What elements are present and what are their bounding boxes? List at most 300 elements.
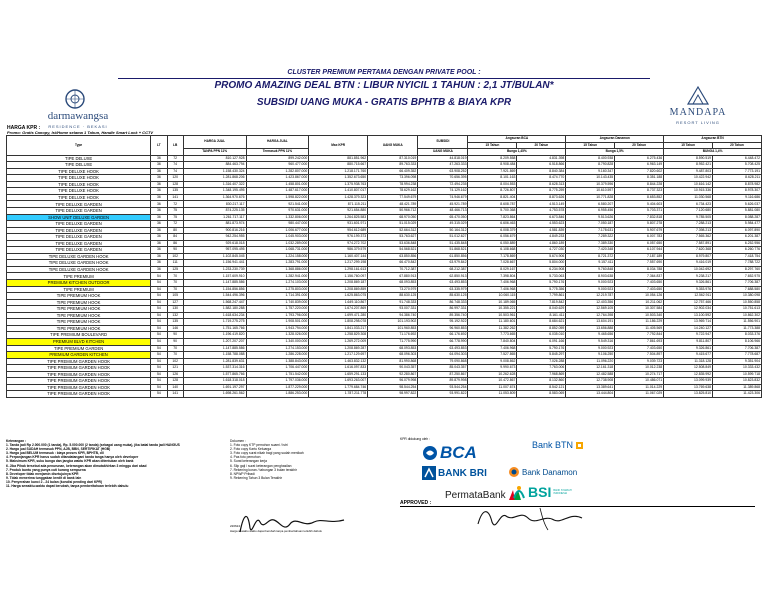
cell-harga-jual: 1.147.885.586: [183, 280, 246, 287]
cell-uang-muka: 96.079.998: [368, 378, 418, 385]
cell-subsidi: 61.850.856: [418, 253, 468, 260]
cell-btn-15: 8.952.421: [664, 162, 713, 169]
cell-danamon-20: 7.403.650: [615, 280, 664, 287]
cell-subsidi: 50.164.312: [418, 227, 468, 234]
cell-harga-jual-ppn: 1.598.822.000: [246, 194, 309, 201]
cell-btn-20: 7.773.191: [713, 168, 762, 175]
cell-lt: 54: [151, 306, 167, 313]
cell-bca-15: 8.029.167: [468, 266, 517, 273]
cell-bca-20: 8.040.629: [517, 306, 566, 313]
cell-uang-muka: 67.880.913: [368, 273, 418, 280]
cell-danamon-15: 8.790.828: [566, 162, 615, 169]
cell-danamon-20: 11.014.229: [615, 384, 664, 391]
cell-btn-20: 10.333.432: [713, 365, 762, 372]
col-danamon-rate: Bunga 1,5%: [566, 149, 664, 156]
cell-type: TIPE DELUXE GARDEN: [7, 234, 151, 241]
harga-kpr-label: HARGA KPR :: [7, 125, 41, 131]
cell-subsidi: 95.192.922: [418, 319, 468, 326]
note-line: 7. Produk buntu yang punya cuti kurang sempurna: [6, 467, 86, 472]
cell-lt: 54: [151, 299, 167, 306]
cell-subsidi: 49.315.029: [418, 221, 468, 228]
cell-type: TIPE DELUXE GARDEN: [7, 201, 151, 208]
signature-right: [470, 504, 590, 534]
cell-danamon-20: 11.067.029: [615, 391, 664, 398]
cell-subsidi: 51.868.521: [418, 247, 468, 254]
cell-danamon-20: 5.907.679: [615, 227, 664, 234]
title-pool: CLUSTER PREMIUM PERTAMA DENGAN PRIVATE POOL :: [287, 69, 481, 76]
cell-btn-15: 13.769.638: [664, 384, 713, 391]
cell-btn-20: 11.423.306: [713, 391, 762, 398]
cell-harga-jual-ppn: 1.751.542.000: [246, 371, 309, 378]
cell-uang-muka: 52.664.312: [368, 227, 418, 234]
cell-type: TIPE DELUXE GARDEN HOOK: [7, 260, 151, 267]
danamon-name: Bank Danamon: [522, 467, 578, 477]
cell-lt: 54: [151, 325, 167, 332]
note-line: 11. Harga sewaktu-waktu dapat berubah, tanpa pemberitahuan terlebih dahulu: [6, 484, 129, 489]
note-line: 2. Harga jual SUDAH termasuk PPN, AJB, BBN, SERTIFIKAT (HGB): [6, 447, 111, 452]
cell-lt: 54: [151, 273, 167, 280]
cell-lb: 70: [167, 280, 183, 287]
cell-danamon-20: 7.504.897: [615, 352, 664, 359]
bri-icon: [422, 466, 436, 480]
approved-label: APPROVED :: [400, 500, 432, 506]
cell-btn-15: 13.099.939: [664, 378, 713, 385]
cell-lt: 36: [151, 266, 167, 273]
cell-bca-20: 8.474.770: [517, 175, 566, 182]
cell-bca-15: 10.503.961: [468, 312, 517, 319]
cell-danamon-15: 7.178.631: [566, 227, 615, 234]
cell-btn-20: 7.652.975: [713, 273, 762, 280]
cell-subsidi: 63.979.842: [418, 260, 468, 267]
cell-lt: 54: [151, 358, 167, 365]
document-note-line: 1. Foto copy KTP pemohon suami / istri: [230, 443, 288, 448]
cell-uang-muka: 68.096.303: [368, 352, 418, 359]
cell-btn-20: 9.116.686: [713, 194, 762, 201]
cell-harga-jual: 1.158.430.324: [183, 168, 246, 175]
cell-subsidi: 48.466.713: [418, 208, 468, 215]
cell-bca-20: 6.035.010: [517, 332, 566, 339]
cell-max-kpr: 1.264.825.583: [309, 214, 368, 221]
cell-danamon-15: 13.604.191: [566, 319, 615, 326]
cell-subsidi: 68.212.387: [418, 266, 468, 273]
cell-bca-20: 8.873.626: [517, 194, 566, 201]
cell-lt: 54: [151, 365, 167, 372]
cell-btn-15: 10.042.692: [664, 266, 713, 273]
cell-harga-jual: 1.281.839.631: [183, 358, 246, 365]
cell-type: TIPE DELUXE GARDEN: [7, 240, 151, 247]
cell-bca-15: 8.908.484: [468, 162, 517, 169]
cell-max-kpr: 1.808.298.078: [309, 319, 368, 326]
cell-harga-jual: 1.364.970.676: [183, 194, 246, 201]
cell-uang-muka: 92.280.867: [368, 371, 418, 378]
cell-lb: 70: [167, 286, 183, 293]
cell-btn-15: 12.757.466: [664, 299, 713, 306]
cell-btn-20: 7.706.387: [713, 280, 762, 287]
cell-danamon-20: 8.737.323: [615, 188, 664, 195]
cell-lb: 146: [167, 325, 183, 332]
cell-subsidi: 86.997.331: [418, 306, 468, 313]
cell-harga-jual: 874.225.135: [183, 208, 246, 215]
cell-btn-20: 5.881.080: [713, 208, 762, 215]
cell-danamon-20: 8.653.852: [615, 194, 664, 201]
cell-type: TIPE PREMIUM GARDEN HOOK: [7, 371, 151, 378]
cell-type: TIPE PREMIUM: [7, 273, 151, 280]
cell-lb: 90: [167, 247, 183, 254]
cell-lt: 54: [151, 391, 167, 398]
cell-subsidi: 87.250.867: [418, 371, 468, 378]
cell-bca-20: 8.132.860: [517, 378, 566, 385]
cell-danamon-15: 8.903.638: [566, 273, 615, 280]
cell-btn-15: 9.785.505: [664, 214, 713, 221]
cell-max-kpr: 1.787.211.778: [309, 391, 368, 398]
bca-logo: [422, 443, 477, 463]
cell-danamon-15: 12.403.356: [566, 299, 615, 306]
cell-type: TIPE PREMIUM HOOK: [7, 299, 151, 306]
cell-lt: 54: [151, 378, 167, 385]
cell-uang-muka: 98.544.254: [368, 384, 418, 391]
title-promo: PROMO AMAZING DEAL BTN : LIBUR NYICIL 1 TAHUN : 2,1 JT/BULAN*: [214, 80, 554, 91]
document-note-line: 9. Rekening Tahun 3 Bulan Terakhir: [230, 475, 283, 480]
cell-lt: 36: [151, 194, 167, 201]
cell-btn-20: 10.550.858: [713, 299, 762, 306]
cell-subsidi: 51.435.848: [418, 240, 468, 247]
cell-harga-jual-ppn: 980.447.000: [246, 221, 309, 228]
darmawangsa-sub: RESIDENCE · BEKASI: [48, 124, 108, 129]
cell-bca-20: 4.831.398: [517, 155, 566, 162]
cell-type: TIPE PREMIUM HOOK: [7, 312, 151, 319]
cell-max-kpr: 880.715.667: [309, 162, 368, 169]
cell-danamon-20: 6.963.149: [615, 162, 664, 169]
cell-max-kpr: 1.160.407.144: [309, 253, 368, 260]
cell-bca-20: 7.799.861: [517, 293, 566, 300]
cell-btn-15: 12.835.992: [664, 371, 713, 378]
cell-type: TIPE PREMIUM GARDEN HOOK: [7, 358, 151, 365]
cell-lt: 36: [151, 162, 167, 169]
cell-subsidi: 47.263.333: [418, 162, 468, 169]
cell-btn-15: 9.238.217: [664, 273, 713, 280]
col-type: Type: [7, 136, 151, 156]
cell-subsidi: 44.818.019: [418, 155, 468, 162]
cell-max-kpr: 1.258.829.308: [309, 332, 368, 339]
cell-lt: 54: [151, 286, 167, 293]
cell-harga-jual-ppn: 1.388.843.000: [246, 358, 309, 365]
cell-lt: 54: [151, 332, 167, 339]
cell-lt: 36: [151, 201, 167, 208]
cell-bca-15: 6.008.379: [468, 227, 517, 234]
cell-harga-jual-ppn: 970.631.000: [246, 208, 309, 215]
cell-lt: 36: [151, 253, 167, 260]
cell-lt: 36: [151, 214, 167, 221]
cell-lb: 102: [167, 358, 183, 365]
cell-btn-15: 9.416.019: [664, 260, 713, 267]
col-lt: LT: [151, 136, 167, 156]
cell-harga-jual-ppn: 1.275.803.000: [246, 286, 309, 293]
cell-btn-20: 6.448.472: [713, 155, 762, 162]
cell-bca-20: 8.840.384: [517, 168, 566, 175]
col-danamon-15: 15 Tahun: [566, 142, 615, 149]
cell-uang-muka: 78.629.162: [368, 188, 418, 195]
cell-lt: 54: [151, 293, 167, 300]
cell-type: TIPE DELUXE: [7, 162, 151, 169]
cell-btn-15: 10.422.942: [664, 175, 713, 182]
cell-btn-20: 8.978.307: [713, 188, 762, 195]
price-list-sheet: [0, 66, 768, 536]
cell-subsidi: 70.656.395: [418, 175, 468, 182]
cell-subsidi: 66.778.990: [418, 338, 468, 345]
cell-bca-20: 7.026.288: [517, 358, 566, 365]
cell-max-kpr: 1.463.832.132: [309, 358, 368, 365]
cell-harga-jual: 1.537.314.316: [183, 365, 246, 372]
cell-bca-15: 10.060.115: [468, 293, 517, 300]
permata-name: PermataBank: [445, 489, 506, 501]
cell-lt: 54: [151, 352, 167, 359]
cell-lt: 36: [151, 168, 167, 175]
cell-btn-15: 13.100.592: [664, 312, 713, 319]
document-note-line: 8. NPWP Pribadi: [230, 471, 255, 476]
cell-harga-jual-ppn: 1.045.903.000: [246, 234, 309, 241]
cell-max-kpr: 1.674.207.869: [309, 306, 368, 313]
cell-btn-15: 7.620.368: [664, 247, 713, 254]
cell-type: TIPE PREMIUM HOOK: [7, 306, 151, 313]
title-rule-top: [118, 78, 650, 79]
cell-danamon-15: 13.444.804: [566, 391, 615, 398]
cell-danamon-20: 7.403.650: [615, 286, 664, 293]
cell-lb: 141: [167, 391, 183, 398]
cell-danamon-20: 10.307.584: [615, 306, 664, 313]
notes-right: [230, 439, 410, 480]
cell-uang-muka: 73.270.979: [368, 286, 418, 293]
footer-date: 220624: [230, 524, 241, 528]
cell-type: TIPE DELUXE GARDEN: [7, 247, 151, 254]
cell-bca-20: 6.234.908: [517, 266, 566, 273]
cell-harga-jual-ppn: 1.877.229.000: [246, 384, 309, 391]
cell-btn-20: 7.706.387: [713, 345, 762, 352]
cell-btn-20: 7.778.687: [713, 352, 762, 359]
cell-max-kpr: 1.352.673.650: [309, 175, 368, 182]
cell-subsidi: 63.908.252: [418, 168, 468, 175]
cell-type: TIPE PREMIUM HOOK: [7, 325, 151, 332]
cell-bca-20: 4.727.030: [517, 247, 566, 254]
note-line: 9. Tidak menerima tunggakan kredit di bank lain: [6, 475, 82, 480]
cell-danamon-20: 8.034.788: [615, 266, 664, 273]
cell-lt: 36: [151, 188, 167, 195]
cell-danamon-20: 10.503.340: [615, 312, 664, 319]
cell-uang-muka: 48.421.789: [368, 201, 418, 208]
cell-max-kpr: 1.428.379.323: [309, 194, 368, 201]
cell-danamon-20: 11.186.229: [615, 319, 664, 326]
cell-harga-jual: 1.102.845.045: [183, 253, 246, 260]
cell-lb: 111: [167, 260, 183, 267]
cell-bca-20: 8.542.121: [517, 384, 566, 391]
cell-bca-15: 10.262.628: [468, 371, 517, 378]
cell-bca-20: 4.581.839: [517, 227, 566, 234]
btn-logo: [532, 440, 584, 450]
cell-bca-15: 7.406.968: [468, 345, 517, 352]
col-danamon: Angsuran Danamon: [566, 136, 664, 143]
cell-harga-jual-ppn: 1.487.617.000: [246, 188, 309, 195]
cell-bca-15: 8.608.787: [468, 201, 517, 208]
cell-type: TIPE DELUXE GARDEN HOOK: [7, 266, 151, 273]
cell-harga-jual-ppn: 1.740.839.000: [246, 299, 309, 306]
col-subsidi: SUBSIDI: [418, 136, 468, 149]
cell-btn-20: 8.297.760: [713, 266, 762, 273]
cell-harga-jual: 810.127.928: [183, 155, 246, 162]
document-note-line: 7. Rekening koran / tabungan 3 bulan terakhir: [230, 467, 297, 472]
cell-danamon-20: 7.820.602: [615, 168, 664, 175]
cell-type: TIPE PREMIUM GARDEN HOOK: [7, 378, 151, 385]
cell-bca-20: 4.849.233: [517, 234, 566, 241]
cell-btn-20: 7.688.580: [713, 286, 762, 293]
cell-harga-jual: 1.698.261.562: [183, 391, 246, 398]
cell-bca-15: 11.053.809: [468, 391, 517, 398]
cell-btn-15: 14.240.127: [664, 325, 713, 332]
cell-btn-15: 7.565.362: [664, 234, 713, 241]
cell-danamon-20: 7.557.690: [615, 260, 664, 267]
bsi-name: BSI: [528, 484, 552, 500]
cell-max-kpr: 1.208.869.859: [309, 286, 368, 293]
document-note-line: 4. Pas foto pemohon: [230, 455, 261, 460]
cell-harga-jual-ppn: 960.477.000: [246, 162, 309, 169]
cell-subsidi: 96.960.853: [418, 325, 468, 332]
cell-lt: 36: [151, 227, 167, 234]
cell-subsidi: 51.012.627: [418, 234, 468, 241]
cell-danamon-15: 12.482.588: [566, 371, 615, 378]
col-bca-20: 20 Tahun: [517, 142, 566, 149]
cell-lb: 72: [167, 221, 183, 228]
cell-type: TIPE PREMIUM GARDEN: [7, 345, 151, 352]
cell-btn-20: 8.088.287: [713, 214, 762, 221]
cell-danamon-15: 12.161.318: [566, 365, 615, 372]
bri-name: BANK BRI: [438, 467, 487, 479]
cell-danamon-15: 7.389.330: [566, 240, 615, 247]
cell-danamon-20: 10.486.071: [615, 378, 664, 385]
cell-bca-20: 4.860.189: [517, 240, 566, 247]
cell-type: PREMIUM GARDEN KITCHEN: [7, 352, 151, 359]
cell-bca-20: 6.673.846: [517, 214, 566, 221]
cell-bca-15: 8.726.807: [468, 188, 517, 195]
cell-btn-15: 9.353.976: [664, 286, 713, 293]
cell-subsidi: 72.494.235: [418, 181, 468, 188]
cell-type: PREMIUM BLVD KITCHEN: [7, 338, 151, 345]
cell-uang-muka: 53.636.848: [368, 240, 418, 247]
cell-lt: 54: [151, 371, 167, 378]
cell-btn-15: 9.487.803: [664, 168, 713, 175]
col-uang-muka: UANG MUKA: [368, 136, 418, 156]
cell-danamon-15: 9.000.923: [566, 286, 615, 293]
cell-lb: 127: [167, 299, 183, 306]
cell-bca-15: 7.921.869: [468, 168, 517, 175]
col-bca-15: 15 Tahun: [468, 142, 517, 149]
cell-danamon-20: 5.404.603: [615, 201, 664, 208]
cell-bca-20: 7.968.869: [517, 371, 566, 378]
cell-btn-20: 10.862.302: [713, 312, 762, 319]
cell-btn-20: 9.351.904: [713, 358, 762, 365]
cell-bca-15: 11.382.262: [468, 325, 517, 332]
cell-type: TIPE DELUXE HOOK: [7, 181, 151, 188]
price-table: [6, 135, 762, 398]
cell-bca-15: 7.028.667: [468, 260, 517, 267]
cell-harga-jual: 1.618.318.018: [183, 378, 246, 385]
cell-lt: 54: [151, 384, 167, 391]
cell-lb: 90: [167, 332, 183, 339]
darmawangsa-name: darmawangsa: [47, 110, 109, 122]
cell-btn-20: 7.418.754: [713, 253, 762, 260]
cell-danamon-20: 7.364.837: [615, 273, 664, 280]
col-lb: LB: [167, 136, 183, 156]
cell-lb: 135: [167, 319, 183, 326]
cell-danamon-20: 6.107.944: [615, 247, 664, 254]
cell-bca-20: 4.513.149: [517, 201, 566, 208]
cell-danamon-15: 13.656.888: [566, 325, 615, 332]
cell-subsidi: 89.879.998: [418, 378, 468, 385]
cell-type: TIPE DELUXE HOOK: [7, 188, 151, 195]
cell-subsidi: 64.094.303: [418, 352, 468, 359]
cell-bca-15: 11.007.674: [468, 384, 517, 391]
cell-uang-muka: 77.549.679: [368, 194, 418, 201]
cell-subsidi: 63.493.853: [418, 345, 468, 352]
cell-lb: 128: [167, 181, 183, 188]
cell-harga-jual-ppn: 1.368.886.000: [246, 266, 309, 273]
cell-max-kpr: 974.272.702: [309, 240, 368, 247]
cell-bca-15: 8.821.404: [468, 194, 517, 201]
cell-harga-jual: 1.158.788.088: [183, 352, 246, 359]
cell-btn-15: 11.030.568: [664, 194, 713, 201]
bri-logo: [422, 466, 487, 480]
cell-uang-muka: 90.043.357: [368, 365, 418, 372]
cell-lb: 132: [167, 312, 183, 319]
cell-subsidi: 65.470.050: [418, 214, 468, 221]
cell-uang-muka: 54.568.521: [368, 247, 418, 254]
cell-max-kpr: 1.410.807.017: [309, 188, 368, 195]
cell-danamon-15: 6.580.207: [566, 201, 615, 208]
cell-btn-15: 9.326.861: [664, 345, 713, 352]
cell-harga-jual-ppn: 1.032.289.000: [246, 240, 309, 247]
cell-type: TIPE DELUXE HOOK: [7, 168, 151, 175]
col-btn: Angsuran BTN: [664, 136, 762, 143]
cell-harga-jual-ppn: 1.224.158.000: [246, 253, 309, 260]
btn-name: Bank BTN: [532, 440, 574, 450]
cell-danamon-15: 7.050.187: [566, 221, 615, 228]
cell-harga-jual-ppn: 1.282.941.000: [246, 273, 309, 280]
cell-harga-jual: 1.154.856.856: [183, 286, 246, 293]
cell-danamon-15: 9.000.923: [566, 345, 615, 352]
cell-uang-muka: 87.310.019: [368, 155, 418, 162]
cell-uang-muka: 51.015.029: [368, 221, 418, 228]
cell-lb: 70: [167, 345, 183, 352]
cell-lb: 70: [167, 273, 183, 280]
document-note-line: 3. Foto copy surat nikah bagi yang sudah menikah: [230, 451, 304, 456]
cell-max-kpr: 1.375.938.763: [309, 181, 368, 188]
cell-max-kpr: 921.654.880: [309, 208, 368, 215]
cell-btn-15: 10.616.142: [664, 181, 713, 188]
cell-btn-20: 8.106.966: [713, 338, 762, 345]
col-bca-rate: Bunga 1,45%: [468, 149, 566, 156]
cell-uang-muka: 50.966.712: [368, 208, 418, 215]
cell-harga-jual-ppn: 899.242.000: [246, 155, 309, 162]
cell-danamon-15: 9.157.411: [566, 260, 615, 267]
cell-harga-jual-ppn: 1.274.153.000: [246, 345, 309, 352]
cell-uang-muka: 68.970.050: [368, 214, 418, 221]
cell-danamon-20: 6.275.436: [615, 155, 664, 162]
cell-subsidi: 63.493.853: [418, 280, 468, 287]
btn-icon: [575, 441, 584, 450]
cell-btn-15: 12.902.034: [664, 306, 713, 313]
cell-btn-15: 7.120.680: [664, 208, 713, 215]
cell-lb: 72: [167, 155, 183, 162]
cell-danamon-15: 9.000.923: [566, 280, 615, 287]
bca-name: BCA: [440, 443, 477, 462]
cell-danamon-20: 10.211.062: [615, 299, 664, 306]
